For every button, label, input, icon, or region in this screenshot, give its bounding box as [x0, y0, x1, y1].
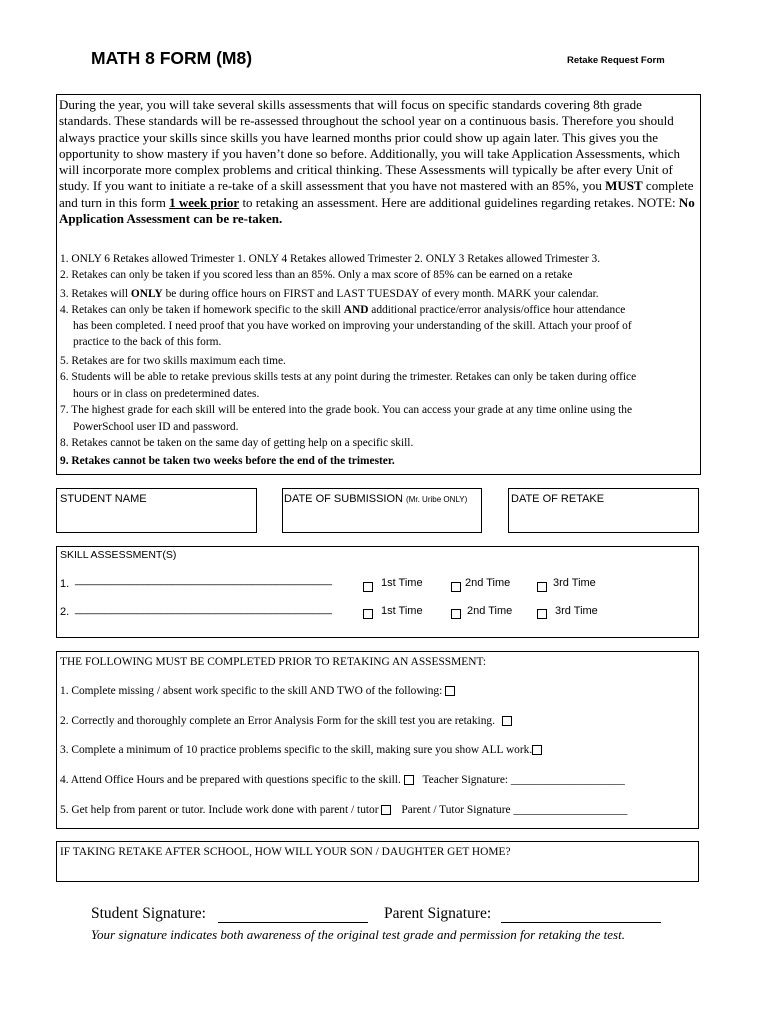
- rule-2: 2. Retakes can only be taken if you scored less than an 85%. Only a max score of 85% can be earned on a retake: [60, 269, 573, 281]
- rule-6: 6. Students will be able to retake previous skills tests at any point during the trimester. Retakes can only be taken during office: [60, 371, 637, 383]
- rule-3-only: ONLY: [130, 288, 163, 300]
- skill-1-second-time-label: 2nd Time: [465, 577, 511, 589]
- student-name-field[interactable]: [56, 488, 257, 533]
- requirements-heading: THE FOLLOWING MUST BE COMPLETED PRIOR TO RETAKING AN ASSESSMENT:: [60, 656, 487, 668]
- intro-text-2: complete and turn in this form: [59, 178, 694, 210]
- page-title: MATH 8 FORM (M8): [91, 48, 253, 68]
- skill-2-input[interactable]: __________________________________________: [75, 603, 332, 615]
- requirements-box: [56, 651, 699, 829]
- requirement-2-checkbox[interactable]: [502, 716, 512, 726]
- skill-2-third-time-checkbox[interactable]: [537, 609, 547, 619]
- rule-7: 7. The highest grade for each skill will be entered into the grade book. You can access your grade at any time online using the: [60, 404, 633, 416]
- parent-signature-label: Parent Signature:: [384, 905, 492, 922]
- requirement-2: [60, 715, 512, 727]
- parent-tutor-signature-field[interactable]: Parent / Tutor Signature ____________________: [401, 804, 628, 816]
- intro-no-application: No Application Assessment can be re-taken: [59, 194, 695, 227]
- date-of-submission-label: [284, 493, 467, 505]
- skill-assessment-heading: SKILL ASSESSMENT(S): [60, 549, 177, 561]
- skill-2-third-time-label: 3rd Time: [555, 605, 598, 617]
- requirement-5: [60, 804, 627, 816]
- form-name: Retake Request Form: [567, 55, 665, 66]
- requirement-4-text: 4. Attend Office Hours and be prepared with questions specific to the skill.: [60, 774, 401, 786]
- skill-2-second-time-label: 2nd Time: [467, 605, 513, 617]
- rule-3: [60, 286, 599, 303]
- requirement-4-checkbox[interactable]: [404, 775, 414, 785]
- rule-1: 1. ONLY 6 Retakes allowed Trimester 1. ONLY 4 Retakes allowed Trimester 2. ONLY 3 Retakes allowed Trimester 3.: [60, 253, 601, 265]
- parent-signature-line[interactable]: [501, 905, 661, 923]
- rule-4: [60, 302, 625, 319]
- rule-3-text-a: 3. Retakes will: [60, 288, 131, 300]
- student-signature-label: Student Signature:: [91, 905, 206, 922]
- rule-5: 5. Retakes are for two skills maximum each time.: [60, 355, 286, 367]
- date-of-submission-field[interactable]: [282, 488, 482, 533]
- date-of-retake-field[interactable]: [508, 488, 699, 533]
- requirement-5-text: 5. Get help from parent or tutor. Include work done with parent / tutor: [60, 804, 379, 816]
- skill-row-1-number: 1.: [60, 578, 70, 590]
- intro-text-3: to retaking an assessment. Here are additional guidelines regarding retakes. NOTE:: [239, 194, 679, 210]
- skill-1-first-time-label: 1st Time: [381, 577, 423, 589]
- skill-2-first-time-checkbox[interactable]: [363, 609, 373, 619]
- skill-2-first-time-label: 1st Time: [381, 605, 423, 617]
- date-of-submission-note: (Mr. Uribe ONLY): [406, 495, 468, 504]
- requirement-3-text: 3. Complete a minimum of 10 practice problems specific to the skill, making sure you show ALL work.: [60, 744, 533, 756]
- rule-4-and: AND: [343, 304, 369, 316]
- intro-text-1: During the year, you will take several skills assessments that will focus on specific standards covering 8th grade standards. These standards will be re-assessed throughout the school year on a continuous basis. Therefore you should always practice your skills since skills you have learned months prior could show up again later. This gives you the opportunity to show mastery if you haven’t done so before. Additionally, you will take Application Assessments, which will incorporate more complex problems and critical thinking. These Assessments will typically be after every Unit of study. If you want to initiate a re-take of a skill assessment that you have not mastered with an 85%, you: [59, 97, 681, 194]
- requirement-1-checkbox[interactable]: [445, 686, 455, 696]
- skill-2-second-time-checkbox[interactable]: [451, 609, 461, 619]
- intro-week-prior: 1 week prior: [169, 194, 240, 210]
- requirement-4: [60, 774, 625, 786]
- requirement-1-text: 1. Complete missing / absent work specific to the skill AND TWO of the following:: [60, 685, 443, 697]
- transportation-question: IF TAKING RETAKE AFTER SCHOOL, HOW WILL YOUR SON / DAUGHTER GET HOME?: [60, 846, 511, 858]
- requirement-3: [60, 744, 542, 756]
- skill-1-second-time-checkbox[interactable]: [451, 582, 461, 592]
- intro-paragraph: [59, 97, 696, 227]
- rule-8: 8. Retakes cannot be taken on the same day of getting help on a specific skill.: [60, 437, 414, 449]
- rule-4-line-2: has been completed. I need proof that you have worked on improving your understanding of the skill. Attach your proof of: [73, 320, 632, 332]
- rule-9: 9. Retakes cannot be taken two weeks before the end of the trimester.: [60, 455, 395, 467]
- skill-1-third-time-label: 3rd Time: [553, 577, 596, 589]
- student-signature-line[interactable]: [218, 905, 368, 923]
- intro-end: .: [279, 211, 283, 227]
- signature-note: Your signature indicates both awareness of the original test grade and permission for retaking the test.: [91, 927, 625, 942]
- intro-must: MUST: [605, 178, 643, 194]
- requirement-1: [60, 685, 455, 697]
- skill-1-input[interactable]: __________________________________________: [75, 574, 332, 586]
- transportation-field[interactable]: [56, 841, 699, 882]
- rule-4-text-a: 4. Retakes can only be taken if homework specific to the skill: [60, 304, 344, 316]
- rule-4-line-3: practice to the back of this form.: [73, 336, 222, 348]
- requirement-2-text: 2. Correctly and thoroughly complete an Error Analysis Form for the skill test you are retaking.: [60, 715, 495, 727]
- requirement-5-checkbox[interactable]: [381, 805, 391, 815]
- date-of-submission-text: DATE OF SUBMISSION: [284, 493, 403, 505]
- rule-7-line-2: PowerSchool user ID and password.: [73, 421, 239, 433]
- skill-1-first-time-checkbox[interactable]: [363, 582, 373, 592]
- teacher-signature-field[interactable]: Teacher Signature: ____________________: [422, 774, 625, 786]
- skill-1-third-time-checkbox[interactable]: [537, 582, 547, 592]
- requirement-3-checkbox[interactable]: [532, 745, 542, 755]
- rule-6-line-2: hours or in class on predetermined dates.: [73, 388, 260, 400]
- rule-4-text-c: additional practice/error analysis/office hour attendance: [368, 304, 626, 316]
- rule-3-text-c: be during office hours on FIRST and LAST TUESDAY of every month. MARK your calendar.: [162, 288, 599, 300]
- date-of-retake-label: DATE OF RETAKE: [511, 493, 605, 505]
- skill-row-2-number: 2.: [60, 606, 70, 618]
- student-name-label: STUDENT NAME: [60, 493, 147, 505]
